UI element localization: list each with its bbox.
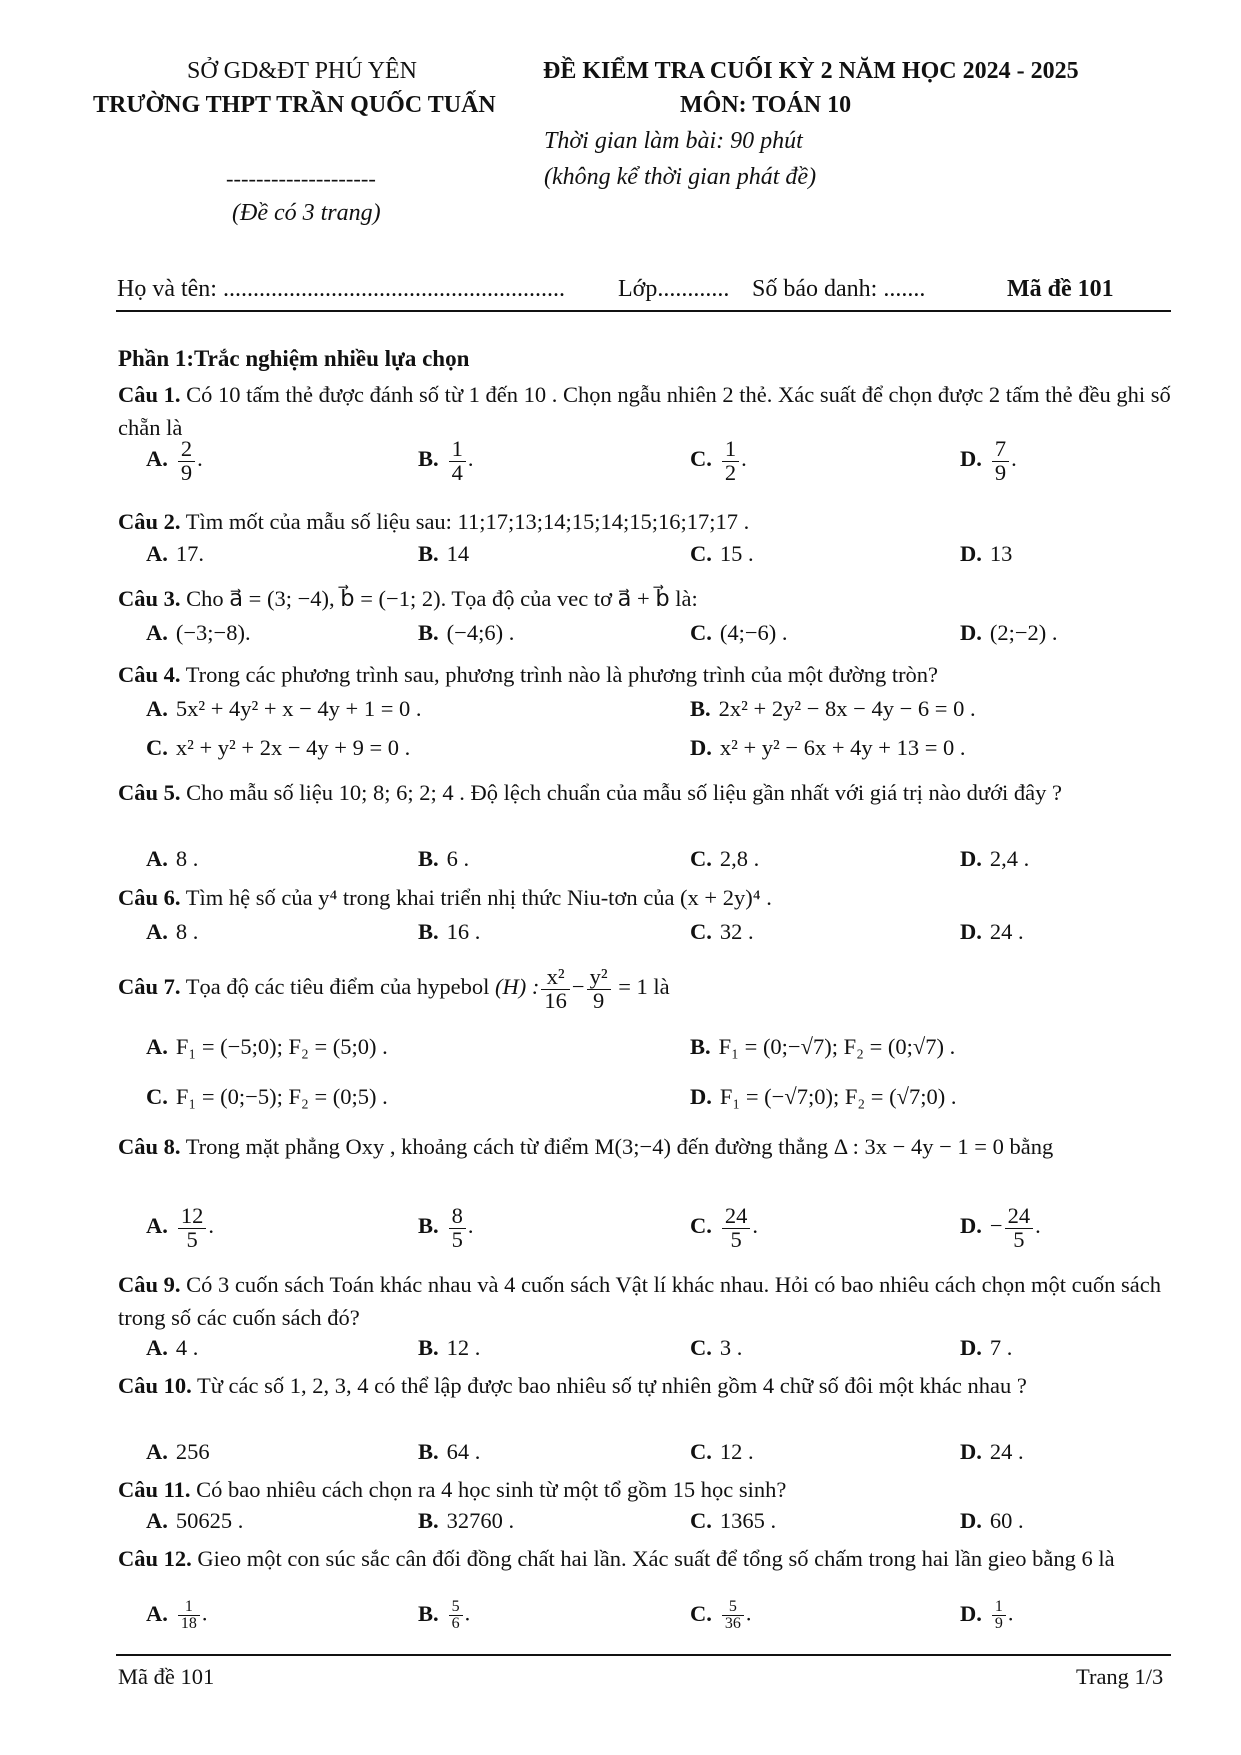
option-value: F₁ = (0;−5); F₂ = (0;5) .: [175, 1084, 388, 1109]
answer-option-d[interactable]: [960, 620, 1058, 646]
answer-option-a[interactable]: [146, 438, 203, 484]
answer-option-b[interactable]: [418, 1205, 474, 1251]
fraction-numerator: 5: [722, 1599, 744, 1616]
fraction: [449, 1599, 463, 1632]
option-value: 2x² + 2y² − 8x − 4y − 6 = 0 .: [718, 696, 976, 721]
answer-option-c[interactable]: [690, 1439, 754, 1465]
question-10: [118, 1369, 1178, 1402]
answer-option-a[interactable]: [146, 620, 251, 646]
answer-option-a[interactable]: [146, 1335, 198, 1361]
option-suffix: .: [1011, 446, 1017, 472]
option-value: 2,8 .: [719, 846, 760, 871]
option-label: B.: [690, 1034, 711, 1059]
fraction: [178, 438, 195, 484]
question-text: Từ các số 1, 2, 3, 4 có thể lập được bao nhiêu số tự nhiên gồm 4 chữ số đôi một khác nhau ?: [196, 1373, 1027, 1398]
question-8: [118, 1130, 1178, 1163]
option-label: D.: [960, 846, 982, 871]
question-7: [118, 966, 1178, 1012]
option-suffix: .: [197, 446, 203, 472]
option-value: 3 .: [719, 1335, 743, 1360]
question-text: Tìm hệ số của y⁴ trong khai triển nhị thức Niu-tơn của (x + 2y)⁴ .: [185, 885, 772, 910]
fraction-denominator: 4: [451, 459, 463, 485]
fraction: [722, 1599, 744, 1632]
fraction-denominator: 6: [451, 1615, 460, 1632]
fraction-denominator: 9: [994, 459, 1007, 485]
fraction: [178, 1599, 200, 1632]
option-label: C.: [690, 446, 712, 472]
option-label: D.: [960, 541, 982, 566]
fraction-denominator: 9: [592, 987, 605, 1013]
option-value: 6 .: [446, 846, 470, 871]
question-text: Cho mẫu số liệu 10; 8; 6; 2; 4 . Độ lệch chuẩn của mẫu số liệu gần nhất với giá trị nào dưới đây ?: [186, 780, 1062, 805]
answer-option-d[interactable]: [690, 1084, 956, 1110]
option-suffix: .: [752, 1213, 758, 1239]
answer-option-d[interactable]: [960, 1205, 1041, 1251]
answer-option-a[interactable]: [146, 541, 204, 567]
fraction-numerator: y²: [587, 966, 611, 990]
fraction: [178, 1205, 207, 1251]
exam-code: Mã đề 101: [1007, 276, 1114, 302]
option-value: 24 .: [989, 919, 1024, 944]
question-label: Câu 11.: [118, 1477, 191, 1502]
fraction-numerator: 24: [722, 1205, 751, 1229]
option-label: B.: [418, 620, 439, 645]
option-value: (2;−2) .: [989, 620, 1058, 645]
answer-option-a[interactable]: [146, 1439, 210, 1465]
footer-exam-code: Mã đề 101: [118, 1664, 215, 1689]
question-2: [118, 505, 1178, 538]
footer-rule: [116, 1654, 1171, 1656]
option-suffix: .: [745, 1600, 752, 1626]
option-value: 32760 .: [446, 1508, 515, 1533]
option-suffix: .: [1007, 1600, 1014, 1626]
option-value: 12 .: [446, 1335, 481, 1360]
fraction: [992, 1599, 1006, 1632]
question-12: [118, 1542, 1178, 1575]
fraction-numerator: 12: [178, 1205, 207, 1229]
fraction-numerator: 8: [449, 1205, 466, 1229]
option-value: 50625 .: [175, 1508, 244, 1533]
option-label: C.: [690, 620, 712, 645]
option-label: C.: [146, 1084, 168, 1109]
answer-option-b[interactable]: [418, 846, 469, 872]
option-label: C.: [690, 1213, 712, 1239]
question-text: Có bao nhiêu cách chọn ra 4 học sinh từ một tổ gồm 15 học sinh?: [196, 1477, 787, 1502]
option-value: x² + y² − 6x + 4y + 13 = 0 .: [719, 735, 966, 760]
option-label: B.: [418, 1213, 439, 1239]
fraction-denominator: 18: [180, 1615, 197, 1632]
exam-time: Thời gian làm bài: 90 phút: [544, 128, 803, 154]
option-label: C.: [690, 541, 712, 566]
option-label: B.: [418, 1600, 439, 1626]
option-label: A.: [146, 1335, 168, 1360]
option-sign: −: [989, 1213, 1003, 1239]
option-value: 24 .: [989, 1439, 1024, 1464]
fraction: [722, 1205, 751, 1251]
fraction: [722, 438, 739, 484]
question-label: Câu 3.: [118, 586, 181, 611]
option-label: A.: [146, 446, 168, 472]
answer-option-d[interactable]: [960, 1599, 1014, 1632]
option-label: D.: [960, 1335, 982, 1360]
answer-option-c[interactable]: [690, 1508, 776, 1534]
fraction-numerator: 7: [992, 438, 1009, 462]
question-text: Có 10 tấm thẻ được đánh số từ 1 đến 10 . Chọn ngẫu nhiên 2 thẻ. Xác suất để chọn được 2 tấm thẻ đều ghi số chẵn là: [118, 382, 1171, 440]
question-label: Câu 10.: [118, 1373, 192, 1398]
hyperbola-name: (H) :: [495, 974, 540, 1000]
question-label: Câu 5.: [118, 780, 181, 805]
question-label: Câu 8.: [118, 1134, 181, 1159]
fraction-denominator: 2: [724, 459, 737, 485]
answer-option-c[interactable]: [690, 1335, 742, 1361]
option-value: 14: [446, 541, 470, 566]
minus-sign: −: [571, 974, 585, 1000]
option-value: 60 .: [989, 1508, 1024, 1533]
option-value: 1365 .: [719, 1508, 777, 1533]
answer-option-a[interactable]: [146, 1205, 214, 1251]
option-label: C.: [690, 846, 712, 871]
question-6: [118, 881, 1178, 914]
school-name: TRƯỜNG THPT TRẦN QUỐC TUẤN: [93, 92, 496, 118]
fraction: [449, 1205, 466, 1251]
question-label: Câu 9.: [118, 1272, 181, 1297]
answer-option-d[interactable]: [960, 1508, 1024, 1534]
option-value: 64 .: [446, 1439, 481, 1464]
option-value: 4 .: [175, 1335, 199, 1360]
question-9: [118, 1268, 1178, 1334]
answer-option-c[interactable]: [690, 620, 788, 646]
answer-option-a[interactable]: [146, 1034, 388, 1060]
option-label: A.: [146, 1439, 168, 1464]
exam-time-note: (không kể thời gian phát đề): [544, 164, 817, 190]
answer-option-b[interactable]: [418, 1508, 514, 1534]
option-label: B.: [418, 1335, 439, 1360]
answer-option-d[interactable]: [960, 919, 1024, 945]
option-value: (−3;−8).: [175, 620, 251, 645]
option-label: D.: [690, 735, 712, 760]
option-label: A.: [146, 1213, 168, 1239]
fraction-denominator: 36: [724, 1615, 741, 1632]
option-label: D.: [960, 446, 982, 472]
answer-option-c[interactable]: [690, 541, 754, 567]
option-label: B.: [690, 696, 711, 721]
option-label: C.: [146, 735, 168, 760]
option-label: B.: [418, 1508, 439, 1533]
answer-option-c[interactable]: [690, 919, 754, 945]
question-4: [118, 658, 1178, 691]
fraction-numerator: 2: [178, 438, 195, 462]
option-value: (−4;6) .: [446, 620, 515, 645]
question-label: Câu 6.: [118, 885, 181, 910]
footer-page-number: Trang 1/3: [1076, 1664, 1164, 1689]
option-value: 16 .: [446, 919, 481, 944]
option-value: 8 .: [175, 846, 199, 871]
option-label: C.: [690, 1439, 712, 1464]
option-label: C.: [690, 1508, 712, 1533]
exam-title: ĐỀ KIỂM TRA CUỐI KỲ 2 NĂM HỌC 2024 - 2025: [543, 58, 1079, 84]
answer-option-b[interactable]: [418, 541, 469, 567]
option-label: A.: [146, 696, 168, 721]
option-label: B.: [418, 446, 439, 472]
question-label: Câu 12.: [118, 1546, 192, 1571]
header-rule: [116, 310, 1171, 312]
fraction-numerator: x²: [541, 966, 570, 990]
option-label: D.: [960, 919, 982, 944]
option-label: D.: [960, 620, 982, 645]
fraction-numerator: 5: [449, 1599, 463, 1616]
fraction: [449, 438, 466, 484]
answer-option-c[interactable]: [690, 846, 759, 872]
option-label: D.: [960, 1213, 982, 1239]
fraction-numerator: 24: [1005, 1205, 1034, 1229]
option-label: D.: [960, 1439, 982, 1464]
question-text: Gieo một con súc sắc cân đối đồng chất hai lần. Xác suất để tổng số chấm trong hai lần gieo bằng 6 là: [197, 1546, 1115, 1571]
question-text: Trong các phương trình sau, phương trình nào là phương trình của một đường tròn?: [185, 662, 939, 687]
fraction-denominator: 5: [451, 1226, 463, 1252]
answer-option-b[interactable]: [418, 1335, 480, 1361]
option-label: B.: [418, 919, 439, 944]
option-value: 32 .: [719, 919, 754, 944]
option-suffix: .: [1035, 1213, 1041, 1239]
option-suffix: .: [464, 1600, 471, 1626]
fraction: [1005, 1205, 1034, 1251]
fraction-numerator: 1: [992, 1599, 1006, 1616]
subject-name: MÔN: TOÁN 10: [680, 92, 852, 118]
option-suffix: .: [208, 1213, 214, 1239]
option-suffix: .: [741, 446, 747, 472]
answer-option-b[interactable]: [418, 1599, 470, 1632]
question-text: Cho a⃗ = (3; −4), b⃗ = (−1; 2). Tọa độ của vec tơ a⃗ + b⃗ là:: [186, 586, 698, 611]
option-label: D.: [960, 1600, 982, 1626]
option-label: D.: [690, 1084, 712, 1109]
answer-option-b[interactable]: [690, 696, 976, 722]
option-label: D.: [960, 1508, 982, 1533]
answer-option-a[interactable]: [146, 1599, 208, 1632]
option-value: 13: [989, 541, 1013, 566]
fraction-numerator: 1: [178, 1599, 200, 1616]
fraction: [541, 966, 570, 1012]
fraction: [587, 966, 611, 1012]
question-label: Câu 1.: [118, 382, 181, 407]
fraction-numerator: 1: [449, 438, 466, 462]
fraction-numerator: 1: [722, 438, 739, 462]
option-label: B.: [418, 846, 439, 871]
answer-option-b[interactable]: [418, 919, 480, 945]
question-text: Tọa độ các tiêu điểm của hypebol: [185, 974, 490, 1000]
question-text: Có 3 cuốn sách Toán khác nhau và 4 cuốn sách Vật lí khác nhau. Hỏi có bao nhiêu cách chọn một cuốn sách trong số các cuốn sách đó?: [118, 1272, 1161, 1330]
header-divider: --------------------: [226, 166, 376, 191]
option-label: C.: [690, 1600, 712, 1626]
answer-option-b[interactable]: [418, 1439, 480, 1465]
question-label: Câu 7.: [118, 974, 181, 1000]
fraction-denominator: 5: [186, 1226, 198, 1252]
question-text-end: = 1 là: [618, 974, 670, 1000]
student-name-field: Họ và tên: .........................................................: [117, 276, 565, 302]
option-value: 5x² + 4y² + x − 4y + 1 = 0 .: [175, 696, 422, 721]
option-value: 7 .: [989, 1335, 1013, 1360]
option-value: F₁ = (0;−√7); F₂ = (0;√7) .: [718, 1034, 956, 1059]
question-label: Câu 2.: [118, 509, 181, 534]
option-label: C.: [690, 1335, 712, 1360]
section-title: Phần 1:Trắc nghiệm nhiều lựa chọn: [118, 346, 470, 371]
option-value: F₁ = (−√7;0); F₂ = (√7;0) .: [719, 1084, 957, 1109]
option-suffix: .: [467, 1213, 474, 1239]
option-value: x² + y² + 2x − 4y + 9 = 0 .: [175, 735, 411, 760]
answer-option-a[interactable]: [146, 1508, 243, 1534]
question-1: [118, 378, 1178, 444]
answer-option-c[interactable]: [690, 1599, 752, 1632]
fraction-denominator: 9: [180, 459, 193, 485]
option-value: 8 .: [175, 919, 199, 944]
option-label: A.: [146, 1508, 168, 1533]
fraction-denominator: 5: [730, 1226, 742, 1252]
option-label: A.: [146, 541, 168, 566]
question-text: Trong mặt phẳng Oxy , khoảng cách từ điểm M(3;−4) đến đường thẳng Δ : 3x − 4y − 1 = 0 bằng: [185, 1134, 1054, 1159]
answer-option-c[interactable]: [690, 438, 747, 484]
option-value: 256: [175, 1439, 210, 1464]
answer-option-b[interactable]: [418, 620, 514, 646]
fraction-denominator: 16: [544, 987, 567, 1013]
answer-option-b[interactable]: [690, 1034, 955, 1060]
answer-option-b[interactable]: [418, 438, 474, 484]
pages-note: (Đề có 3 trang): [232, 200, 381, 226]
option-label: B.: [418, 541, 439, 566]
option-label: A.: [146, 919, 168, 944]
student-id-field: Số báo danh: .......: [752, 276, 926, 302]
option-value: 17.: [175, 541, 204, 566]
option-suffix: .: [201, 1600, 208, 1626]
question-text: Tìm mốt của mẫu số liệu sau: 11;17;13;14;15;14;15;16;17;17 .: [185, 509, 750, 534]
fraction-denominator: 9: [994, 1615, 1003, 1632]
answer-option-d[interactable]: [960, 1439, 1024, 1465]
option-suffix: .: [467, 446, 474, 472]
fraction-denominator: 5: [1013, 1226, 1025, 1252]
option-label: B.: [418, 1439, 439, 1464]
department-name: SỞ GD&ĐT PHÚ YÊN: [187, 58, 418, 84]
answer-option-d[interactable]: [690, 735, 966, 761]
option-value: (4;−6) .: [719, 620, 788, 645]
answer-option-d[interactable]: [960, 1335, 1012, 1361]
answer-option-c[interactable]: [146, 735, 410, 761]
option-label: A.: [146, 846, 168, 871]
option-value: 15 .: [719, 541, 754, 566]
option-value: 12 .: [719, 1439, 754, 1464]
question-11: [118, 1473, 1178, 1506]
fraction: [992, 438, 1009, 484]
option-value: F₁ = (−5;0); F₂ = (5;0) .: [175, 1034, 388, 1059]
answer-option-c[interactable]: [690, 1205, 758, 1251]
answer-option-d[interactable]: [960, 541, 1012, 567]
answer-option-a[interactable]: [146, 919, 198, 945]
question-5: [118, 776, 1178, 809]
answer-option-d[interactable]: [960, 438, 1017, 484]
answer-option-c[interactable]: [146, 1084, 388, 1110]
option-label: C.: [690, 919, 712, 944]
answer-option-a[interactable]: [146, 696, 422, 722]
option-label: A.: [146, 1034, 168, 1059]
question-label: Câu 4.: [118, 662, 181, 687]
option-label: A.: [146, 1600, 168, 1626]
option-value: 2,4 .: [989, 846, 1030, 871]
option-label: A.: [146, 620, 168, 645]
student-class-field: Lớp............: [618, 276, 730, 302]
answer-option-d[interactable]: [960, 846, 1029, 872]
question-3: [118, 582, 1178, 615]
answer-option-a[interactable]: [146, 846, 198, 872]
